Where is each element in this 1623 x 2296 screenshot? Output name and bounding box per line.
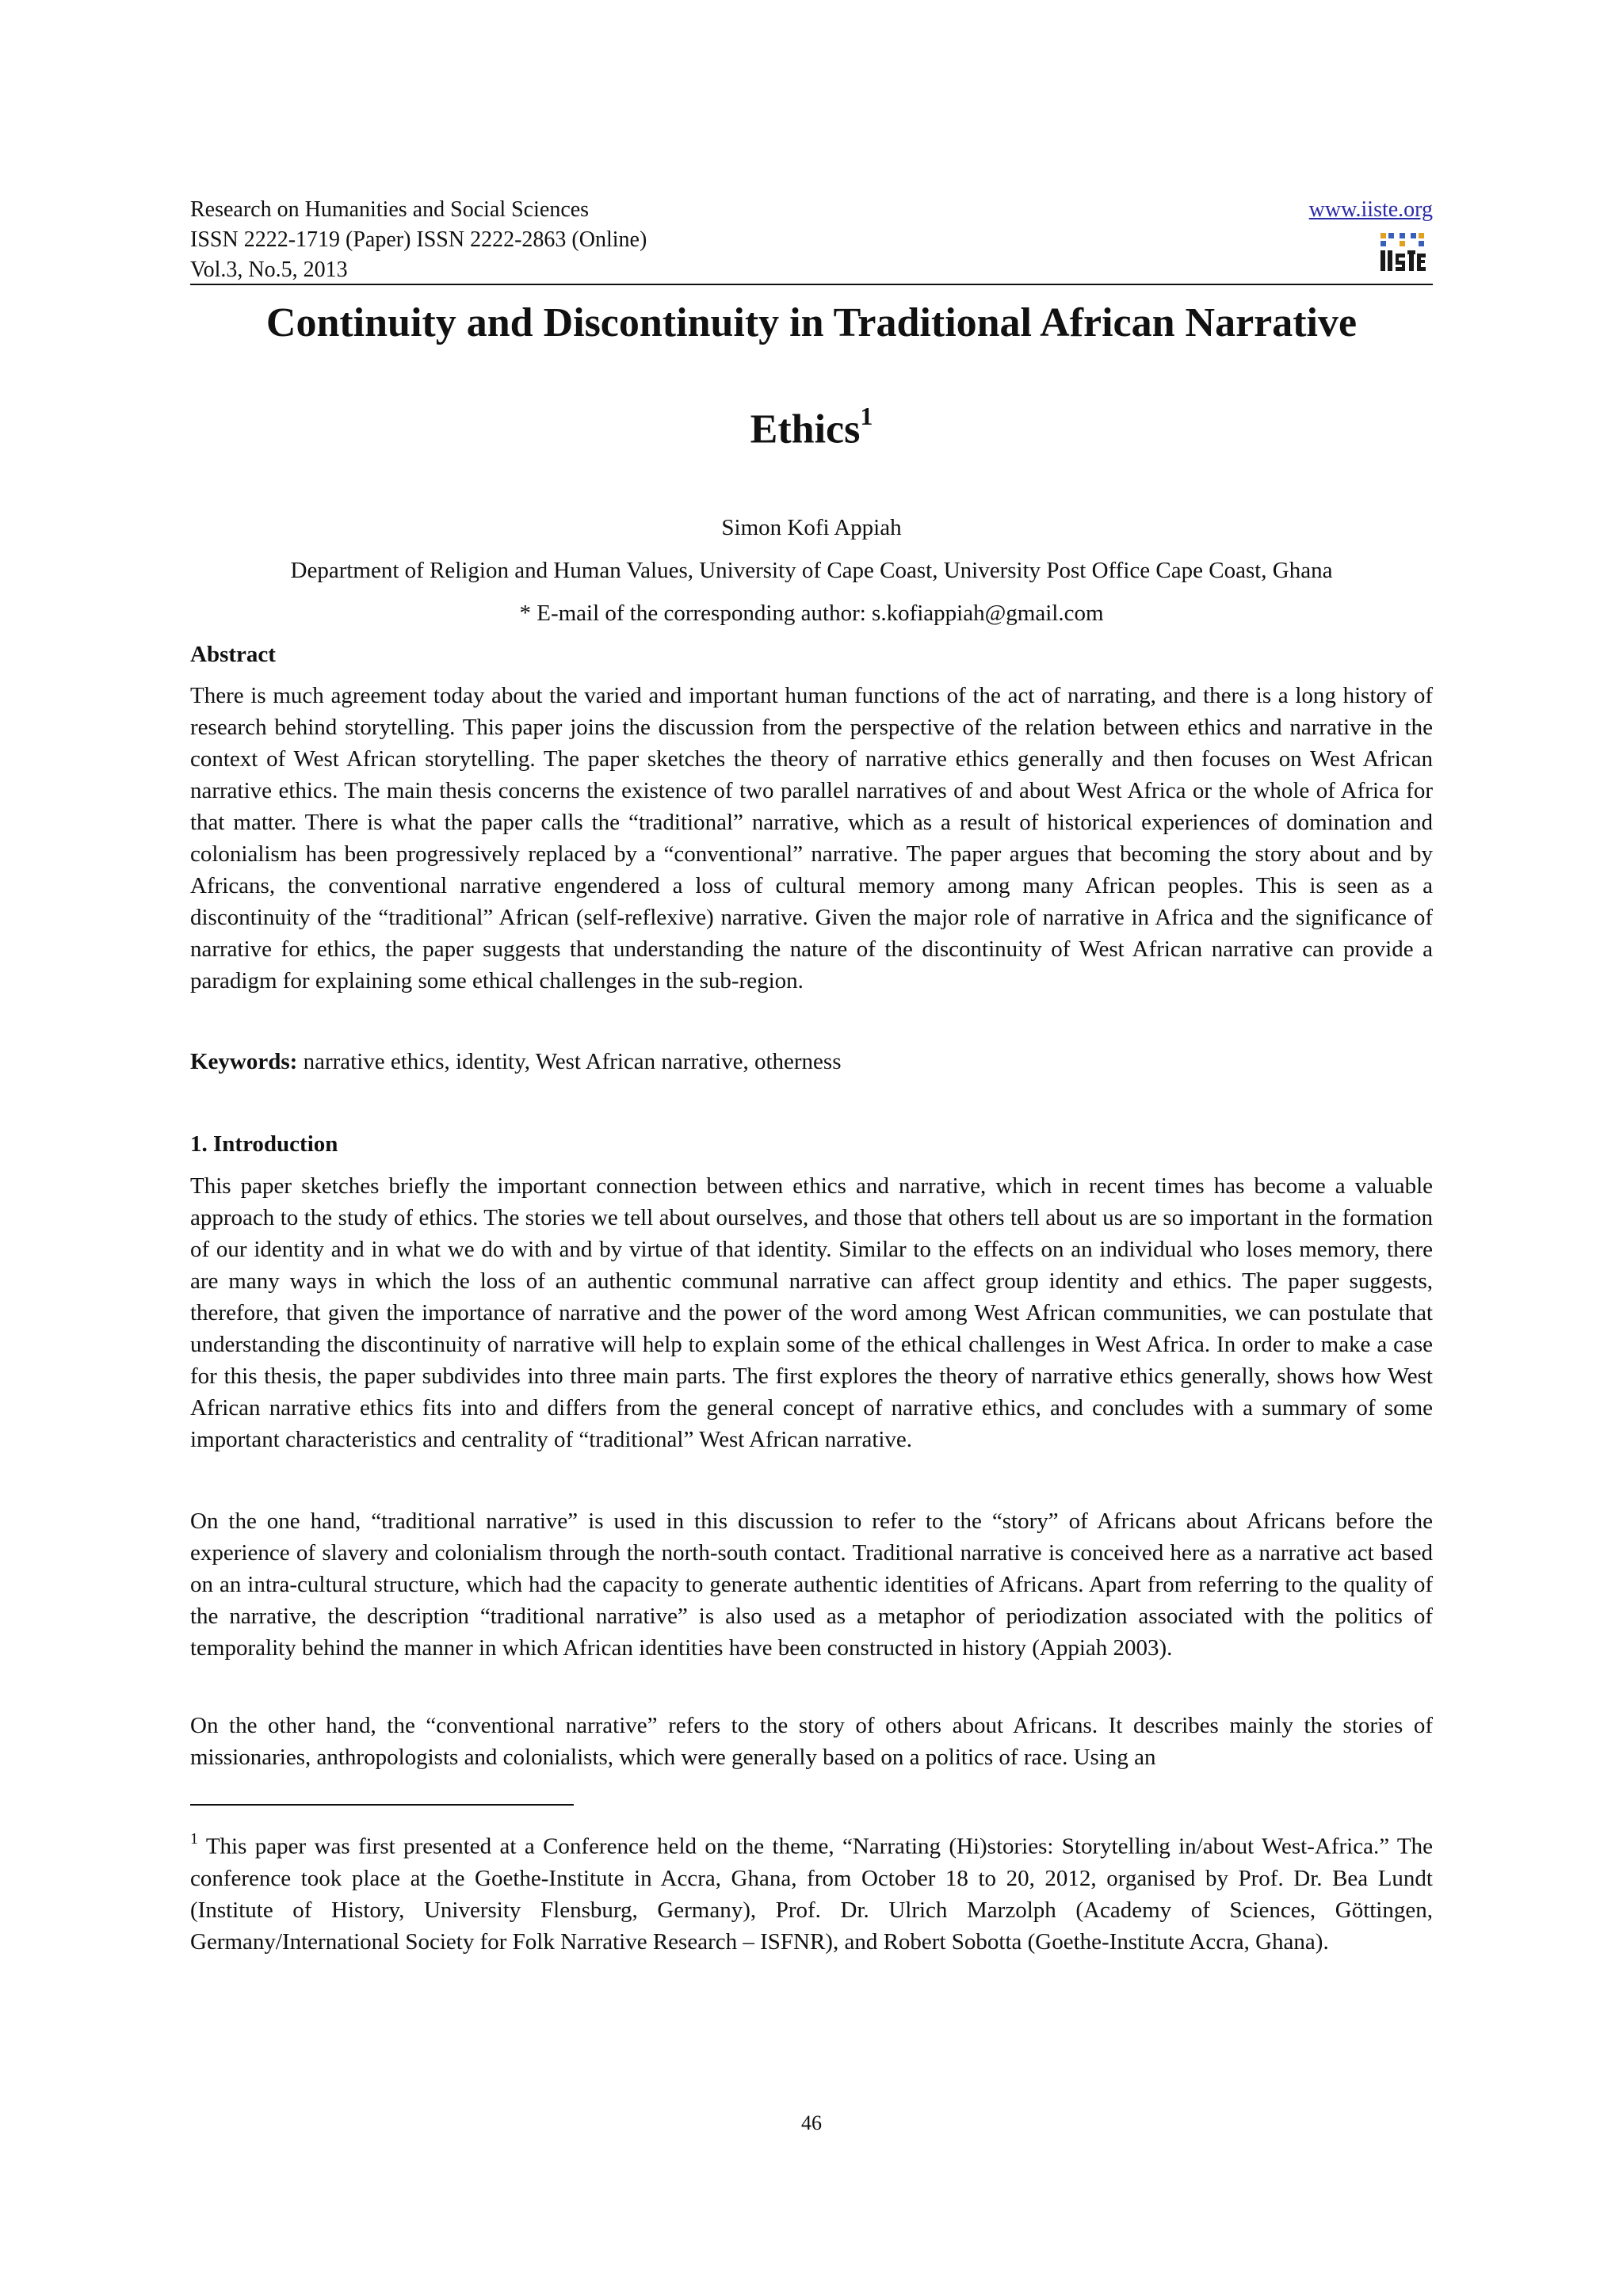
introduction-heading: 1. Introduction [190,1131,338,1157]
journal-header [190,195,1433,284]
paper-title-word: Ethics [750,406,861,452]
website-link[interactable]: www.iiste.org [1308,197,1433,222]
paper-title-line-1: Continuity and Discontinuity in Traditional African Narrative [265,300,1358,345]
intro-paragraph-1: This paper sketches briefly the important connection between ethics and narrative, which in recent times has become a valuable approach to the study of ethics. The stories we tell about ourselves, and those that others tell about us are so important in the formation of our identity and in what we do with and by virtue of that identity. Similar to the effects on an individual who loses memory, there are many ways in which the loss of an authentic communal narrative can affect group identity and ethics. The paper suggests, therefore, that given the importance of narrative and the power of the word among West African communities, we can postulate that understanding the discontinuity of narrative will help to explain some of the ethical challenges in West Africa. In order to make a case for this thesis, the paper subdivides into three main parts. The first explores the theory of narrative ethics generally, shows how West African narrative ethics fits into and differs from the general concept of narrative ethics, and concludes with a summary of some important characteristics and centrality of “traditional” West African narrative. [190,1173,1433,1452]
abstract-text: There is much agreement today about the varied and important human functions of the act of narrating, and there is a long history of research behind storytelling. This paper joins the discussion from the perspective of the relation between ethics and narrative in the context of West African storytelling. The paper sketches the theory of narrative ethics generally and then focuses on West African narrative ethics. The main thesis concerns the existence of two parallel narratives of and about West Africa or the whole of Africa for that matter. There is what the paper calls the “traditional” narrative, which as a result of historical experiences of domination and colonialism has been progressively replaced by a “conventional” narrative. The paper argues that becoming the story about and by Africans, the conventional narrative engendered a loss of cultural memory among many African peoples. This is seen as a discontinuity of the “traditional” African (self-reflexive) narrative. Given the major role of narrative in Africa and the significance of narrative for ethics, the paper suggests that understanding the nature of the discontinuity of West African narrative can provide a paradigm for explaining some ethical challenges in the sub-region. [190,683,1433,994]
journal-issn: ISSN 2222-1719 (Paper) ISSN 2222-2863 (Online) [190,227,647,252]
journal-volume: Vol.3, No.5, 2013 [190,257,348,282]
footnote-marker: 1 [190,1830,198,1848]
page-number: 46 [801,2111,822,2134]
header-divider [190,284,1433,285]
journal-name: Research on Humanities and Social Sciences [190,197,590,222]
author-name: Simon Kofi Appiah [721,515,902,540]
title-footnote-marker: 1 [860,402,873,430]
footnote-divider [190,1804,574,1806]
abstract-heading: Abstract [190,642,276,667]
iiste-logo-icon [1377,231,1428,276]
journal-info [190,195,647,285]
paper-title-line-2 [190,395,1433,453]
keywords-line [190,1046,1433,1077]
author-affiliation: Department of Religion and Human Values, University of Cape Coast, University Post Office Cape Coast, Ghana [290,558,1333,583]
footnote-text: This paper was first presented at a Conference held on the theme, “Narrating (Hi)stories: Storytelling in/about West-Africa.” The conference took place at the Goethe-Institute in Accra, Ghana, from October 18 to 20, 2012, organised by Prof. Dr. Bea Lundt (Institute of History, University Flensburg, Germany), Prof. Dr. Ulrich Marzolph (Academy of Sciences, Göttingen, Germany/International Society for Folk Narrative Research – ISFNR), and Robert Sobotta (Goethe-Institute Accra, Ghana). [190,1833,1433,1955]
journal-links [1309,195,1433,225]
keywords-text: narrative ethics, identity, West African narrative, otherness [297,1049,842,1074]
intro-paragraph-3: On the other hand, the “conventional narrative” refers to the story of others about Africans. It describes mainly the stories of missionaries, anthropologists and colonialists, which were generally based on a politics of race. Using an [190,1713,1433,1770]
keywords-label: Keywords: [190,1049,298,1074]
footnote [190,1825,1433,1958]
intro-paragraph-2: On the one hand, “traditional narrative” is used in this discussion to refer to the “story” of Africans about Africans before the experience of slavery and colonialism through the north-south contact. Traditional narrative is conceived here as a narrative act based on an intra-cultural structure, which had the capacity to generate authentic identities of Africans. Apart from referring to the quality of the narrative, the description “traditional narrative” is also used as a metaphor of periodization associated with the politics of temporality behind the manner in which African identities have been constructed in history (Appiah 2003). [190,1508,1433,1661]
author-email: * E-mail of the corresponding author: s.kofiappiah@gmail.com [519,601,1104,626]
